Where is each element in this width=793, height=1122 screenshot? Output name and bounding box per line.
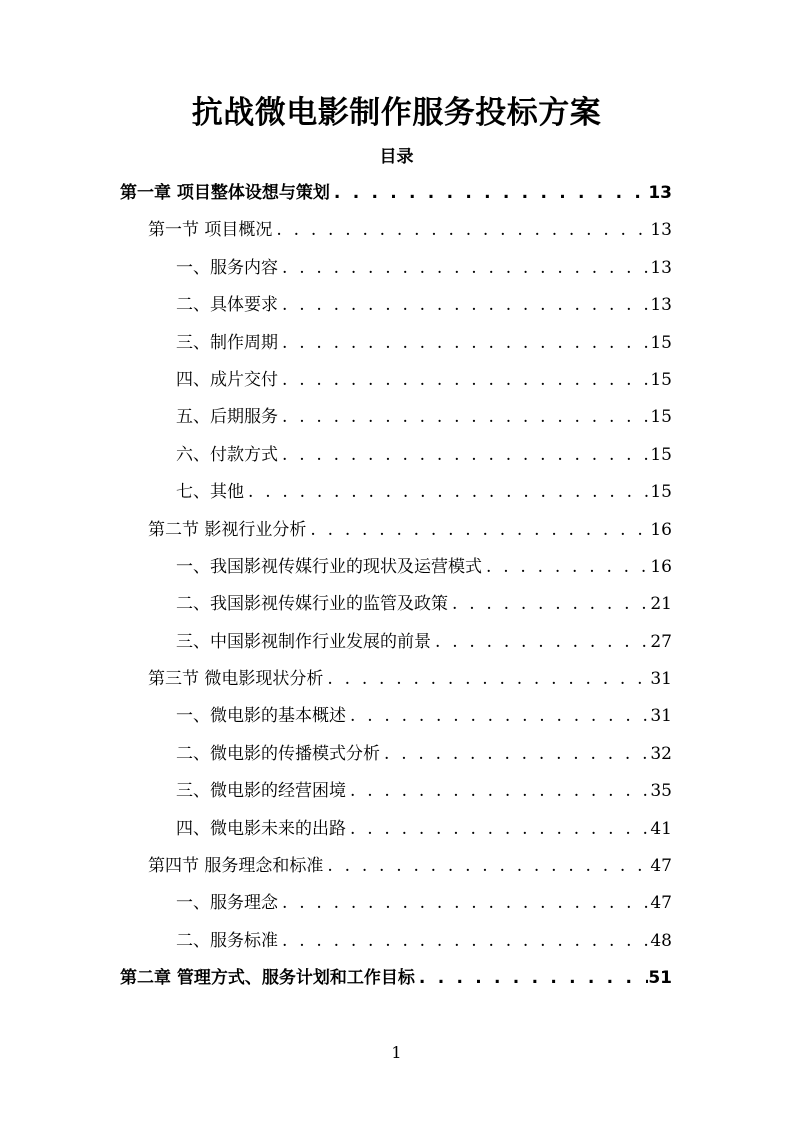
page-number: 1 — [391, 1043, 402, 1062]
toc-entry-page: 31 — [650, 706, 672, 727]
toc-section-entry[interactable] — [120, 848, 672, 885]
toc-dot-leader — [278, 437, 650, 474]
toc-entry-page: 15 — [650, 482, 672, 503]
toc-subsection-entry[interactable] — [120, 624, 672, 661]
toc-subsection-entry[interactable] — [120, 362, 672, 399]
toc-entry-page: 35 — [650, 781, 672, 802]
toc-subsection-entry[interactable] — [120, 698, 672, 735]
toc-dot-leader — [278, 885, 650, 922]
toc-dot-leader — [306, 512, 650, 549]
toc-dot-leader — [278, 362, 650, 399]
toc-heading: 目录 — [379, 147, 414, 167]
toc-entry-label: 二、我国影视传媒行业的监管及政策 — [176, 594, 448, 615]
toc-subsection-entry[interactable] — [120, 474, 672, 511]
toc-entry-label: 四、成片交付 — [176, 369, 278, 390]
toc-chapter-entry[interactable] — [120, 960, 672, 997]
toc-entry-page: 48 — [650, 930, 672, 951]
toc-dot-leader — [346, 698, 650, 735]
toc-entry-page: 41 — [650, 818, 672, 839]
toc-entry-label: 第四节 服务理念和标准 — [148, 856, 324, 877]
toc-dot-leader — [278, 325, 650, 362]
toc-entry-page: 13 — [648, 183, 672, 203]
toc-dot-leader — [278, 399, 650, 436]
toc-subsection-entry[interactable] — [120, 437, 672, 474]
toc-subsection-entry[interactable] — [120, 325, 672, 362]
toc-entry-page: 32 — [650, 743, 672, 764]
toc-subsection-entry[interactable] — [120, 586, 672, 623]
toc-entry-label: 三、微电影的经营困境 — [176, 781, 346, 802]
toc-entry-page: 13 — [650, 295, 672, 316]
toc-entry-label: 三、制作周期 — [176, 332, 278, 353]
toc-entry-label: 一、服务理念 — [176, 893, 278, 914]
toc-entry-label: 第二章 管理方式、服务计划和工作目标 — [120, 968, 415, 989]
toc-entry-label: 第一节 项目概况 — [148, 220, 273, 241]
toc-dot-leader — [346, 773, 650, 810]
toc-subsection-entry[interactable] — [120, 811, 672, 848]
toc-dot-leader — [244, 474, 650, 511]
toc-dot-leader — [278, 250, 650, 287]
toc-entry-page: 51 — [648, 968, 672, 989]
toc-entry-label: 二、具体要求 — [176, 295, 278, 316]
toc-dot-leader — [272, 212, 650, 249]
toc-entry-label: 六、付款方式 — [176, 444, 278, 465]
toc-dot-leader — [330, 175, 648, 212]
toc-dot-leader — [448, 586, 650, 623]
toc-entry-page: 15 — [650, 332, 672, 353]
toc-entry-page: 16 — [650, 556, 672, 577]
toc-dot-leader — [278, 287, 650, 324]
toc-subsection-entry[interactable] — [120, 736, 672, 773]
toc-entry-page: 27 — [650, 631, 672, 652]
toc-entry-label: 一、服务内容 — [176, 257, 278, 278]
toc-entry-page: 47 — [650, 893, 672, 914]
toc-entry-label: 二、服务标准 — [176, 930, 278, 951]
toc-entry-label: 五、后期服务 — [176, 407, 278, 428]
toc-entry-page: 21 — [650, 594, 672, 615]
toc-section-entry[interactable] — [120, 512, 672, 549]
toc-entry-label: 第二节 影视行业分析 — [148, 519, 307, 540]
table-of-contents — [120, 175, 672, 998]
toc-entry-page: 15 — [650, 369, 672, 390]
toc-dot-leader — [415, 960, 648, 997]
toc-entry-page: 13 — [650, 220, 672, 241]
toc-entry-page: 31 — [650, 669, 672, 690]
document-title: 抗战微电影制作服务投标方案 — [191, 95, 602, 131]
toc-chapter-entry[interactable] — [120, 175, 672, 212]
toc-entry-label: 七、其他 — [176, 482, 244, 503]
toc-dot-leader — [323, 848, 650, 885]
toc-entry-page: 13 — [650, 257, 672, 278]
toc-entry-label: 第三节 微电影现状分析 — [148, 669, 324, 690]
toc-dot-leader — [482, 549, 650, 586]
toc-subsection-entry[interactable] — [120, 250, 672, 287]
toc-entry-label: 四、微电影未来的出路 — [176, 818, 346, 839]
toc-entry-label: 二、微电影的传播模式分析 — [176, 743, 380, 764]
toc-dot-leader — [323, 661, 650, 698]
toc-entry-label: 一、微电影的基本概述 — [176, 706, 346, 727]
toc-entry-page: 15 — [650, 407, 672, 428]
toc-subsection-entry[interactable] — [120, 399, 672, 436]
toc-dot-leader — [431, 624, 650, 661]
toc-entry-label: 三、中国影视制作行业发展的前景 — [176, 631, 431, 652]
toc-subsection-entry[interactable] — [120, 773, 672, 810]
toc-dot-leader — [278, 923, 650, 960]
toc-subsection-entry[interactable] — [120, 287, 672, 324]
toc-dot-leader — [380, 736, 650, 773]
toc-subsection-entry[interactable] — [120, 923, 672, 960]
toc-entry-page: 15 — [650, 444, 672, 465]
toc-entry-label: 第一章 项目整体设想与策划 — [120, 183, 330, 203]
toc-entry-label: 一、我国影视传媒行业的现状及运营模式 — [176, 556, 482, 577]
toc-entry-page: 47 — [650, 856, 672, 877]
toc-section-entry[interactable] — [120, 661, 672, 698]
toc-subsection-entry[interactable] — [120, 549, 672, 586]
toc-section-entry[interactable] — [120, 212, 672, 249]
toc-subsection-entry[interactable] — [120, 885, 672, 922]
toc-entry-page: 16 — [650, 519, 672, 540]
toc-dot-leader — [346, 811, 650, 848]
